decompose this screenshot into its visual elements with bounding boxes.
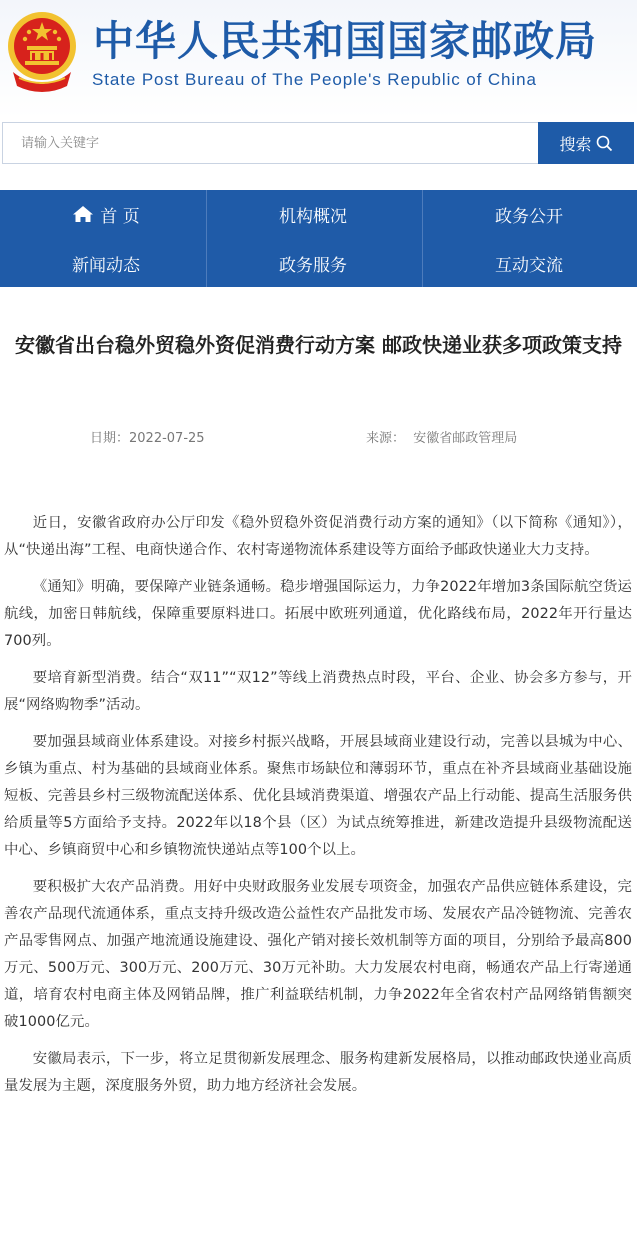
nav-item-label: 新闻动态 (72, 255, 140, 276)
nav-item-news[interactable] (0, 239, 212, 287)
search-icon (596, 135, 613, 152)
site-title-en: State Post Bureau of The People's Republic of China (92, 70, 537, 89)
article-paragraph: 要积极扩大农产品消费。用好中央财政服务业发展专项资金，加强农产品供应链体系建设，完善农产品现代流通体系，重点支持升级改造公益性农产品批发市场、发展农产品冷链物流、完善农产品零售网点、加强产地流通设施建设、强化产销对接长效机制等方面的项目，分别给予最高800万元、500万元、300万元、200万元、30万元补助。大力发展农村电商，畅通农产品上行寄递通道，培育农村电商主体及网销品牌，推广利益联结机制，力争2022年全省农村产品网络销售额突破1000亿元。 (4, 879, 632, 1030)
source-label: 来源： (366, 431, 406, 446)
site-header (0, 0, 637, 118)
date-label: 日期： (90, 431, 130, 446)
article-paragraph: 安徽局表示，下一步，将立足贯彻新发展理念、服务构建新发展格局，以推动邮政快递业高质量发展为主题，深度服务外贸，助力地方经济社会发展。 (4, 1051, 632, 1094)
home-icon (72, 205, 94, 223)
nav-item-label: 机构概况 (279, 206, 347, 227)
search-button[interactable] (538, 122, 634, 164)
nav-item-label: 互动交流 (495, 255, 563, 276)
search-bar (0, 121, 637, 165)
article-body (4, 510, 632, 1110)
article-title: 安徽省出台稳外贸稳外资促消费行动方案 邮政快递业获多项政策支持 (15, 333, 622, 357)
nav-item-government-affairs[interactable] (423, 190, 635, 238)
nav-item-label: 首 页 (100, 206, 140, 227)
article-paragraph: 《通知》明确，要保障产业链条通畅。稳步增强国际运力，力争2022年增加3条国际航空货运航线，加密日韩航线，保障重要原料进口。拓展中欧班列通道，优化路线布局，2022年开行量达700列。 (4, 579, 632, 649)
article-source (366, 427, 517, 446)
date-value: 2022-07-25 (129, 431, 205, 446)
nav-item-label: 政务公开 (495, 206, 563, 227)
article-paragraph: 要培育新型消费。结合“双11”“双12”等线上消费热点时段，平台、企业、协会多方参与，开展“网络购物季”活动。 (4, 670, 632, 713)
article-date (90, 427, 205, 446)
source-value: 安徽省邮政管理局 (413, 431, 518, 446)
nav-item-home[interactable] (0, 190, 212, 238)
nav-item-organization[interactable] (207, 190, 419, 238)
nav-item-services[interactable] (207, 239, 419, 287)
main-nav (0, 190, 637, 287)
search-input[interactable] (2, 122, 538, 164)
article-paragraph: 近日，安徽省政府办公厅印发《稳外贸稳外资促消费行动方案的通知》（以下简称《通知》），从“快递出海”工程、电商快递合作、农村寄递物流体系建设等方面给予邮政快递业大力支持。 (4, 515, 632, 558)
nav-item-interaction[interactable] (423, 239, 635, 287)
article-paragraph: 要加强县域商业体系建设。对接乡村振兴战略，开展县域商业建设行动，完善以县城为中心、乡镇为重点、村为基础的县域商业体系。聚焦市场缺位和薄弱环节，重点在补齐县域商业基础设施短板、完善县乡村三级物流配送体系、优化县域消费渠道、增强农产品上行动能、提高生活服务供给质量等5方面给予支持。2022年以18个县（区）为试点统筹推进，新建改造提升县级物流配送中心、乡镇商贸中心和乡镇物流快递站点等100个以上。 (4, 734, 632, 858)
site-title-cn: 中华人民共和国国家邮政局 (93, 17, 597, 65)
nav-item-label: 政务服务 (279, 255, 347, 276)
search-button-label: 搜索 (559, 134, 592, 154)
national-emblem-icon[interactable] (5, 8, 79, 94)
